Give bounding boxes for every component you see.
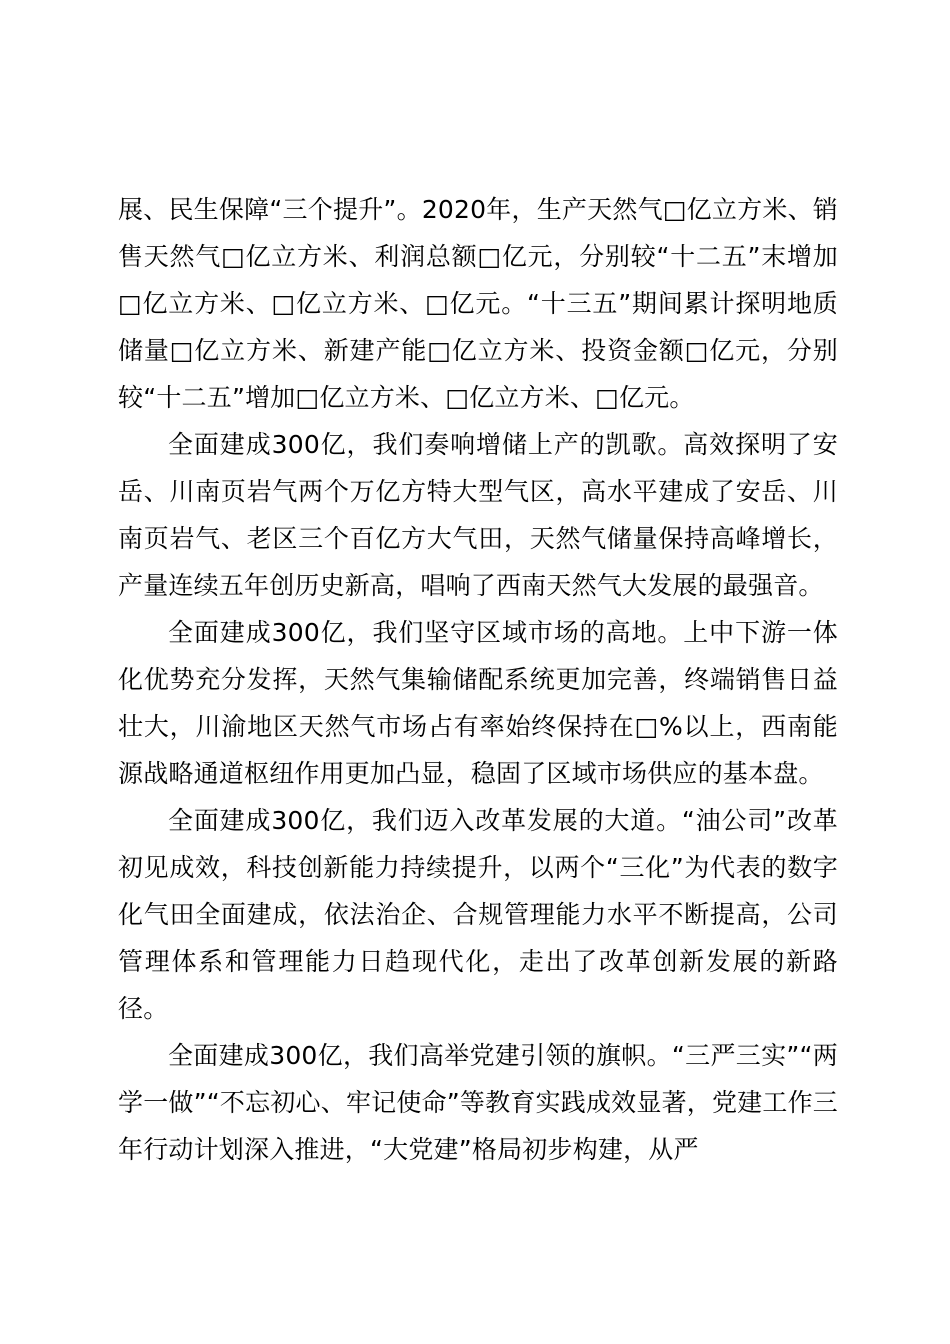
paragraph-regional-market: 全面建成300亿，我们坚守区域市场的高地。上中下游一体化优势充分发挥，天然气集输储配系统更加完善，终端销售日益壮大，川渝地区天然气市场占有率始终保持在□%以上，西南能源战略通道枢纽作用更加凸显，稳固了区域市场供应的基本盘。 [118,618,838,788]
paragraph-party-building: 全面建成300亿，我们高举党建引领的旗帜。“三严三实”“两学一做”“不忘初心、牢记使命”等教育实践成效显著，党建工作三年行动计划深入推进，“大党建”格局初步构建，从严 [118,1041,838,1164]
paragraph-continuation: 展、民生保障“三个提升”。2020年，生产天然气□亿立方米、销售天然气□亿立方米、利润总额□亿元，分别较“十二五”末增加□亿立方米、□亿立方米、□亿元。“十三五”期间累计探明地质储量□亿立方米、新建产能□亿立方米、投资金额□亿元，分别较“十二五”增加□亿立方米、□亿立方米、□亿元。 [118,195,838,412]
paragraph-reform-development: 全面建成300亿，我们迈入改革发展的大道。“油公司”改革初见成效，科技创新能力持续提升，以两个“三化”为代表的数字化气田全面建成，依法治企、合规管理能力水平不断提高，公司管理体系和管理能力日趋现代化，走出了改革创新发展的新路径。 [118,806,838,1023]
paragraph-reserves-production: 全面建成300亿，我们奏响增储上产的凯歌。高效探明了安岳、川南页岩气两个万亿方特大型气区，高水平建成了安岳、川南页岩气、老区三个百亿方大气田，天然气储量保持高峰增长，产量连续五年创历史新高，唱响了西南天然气大发展的最强音。 [118,430,838,600]
document-body [118,186,838,1173]
